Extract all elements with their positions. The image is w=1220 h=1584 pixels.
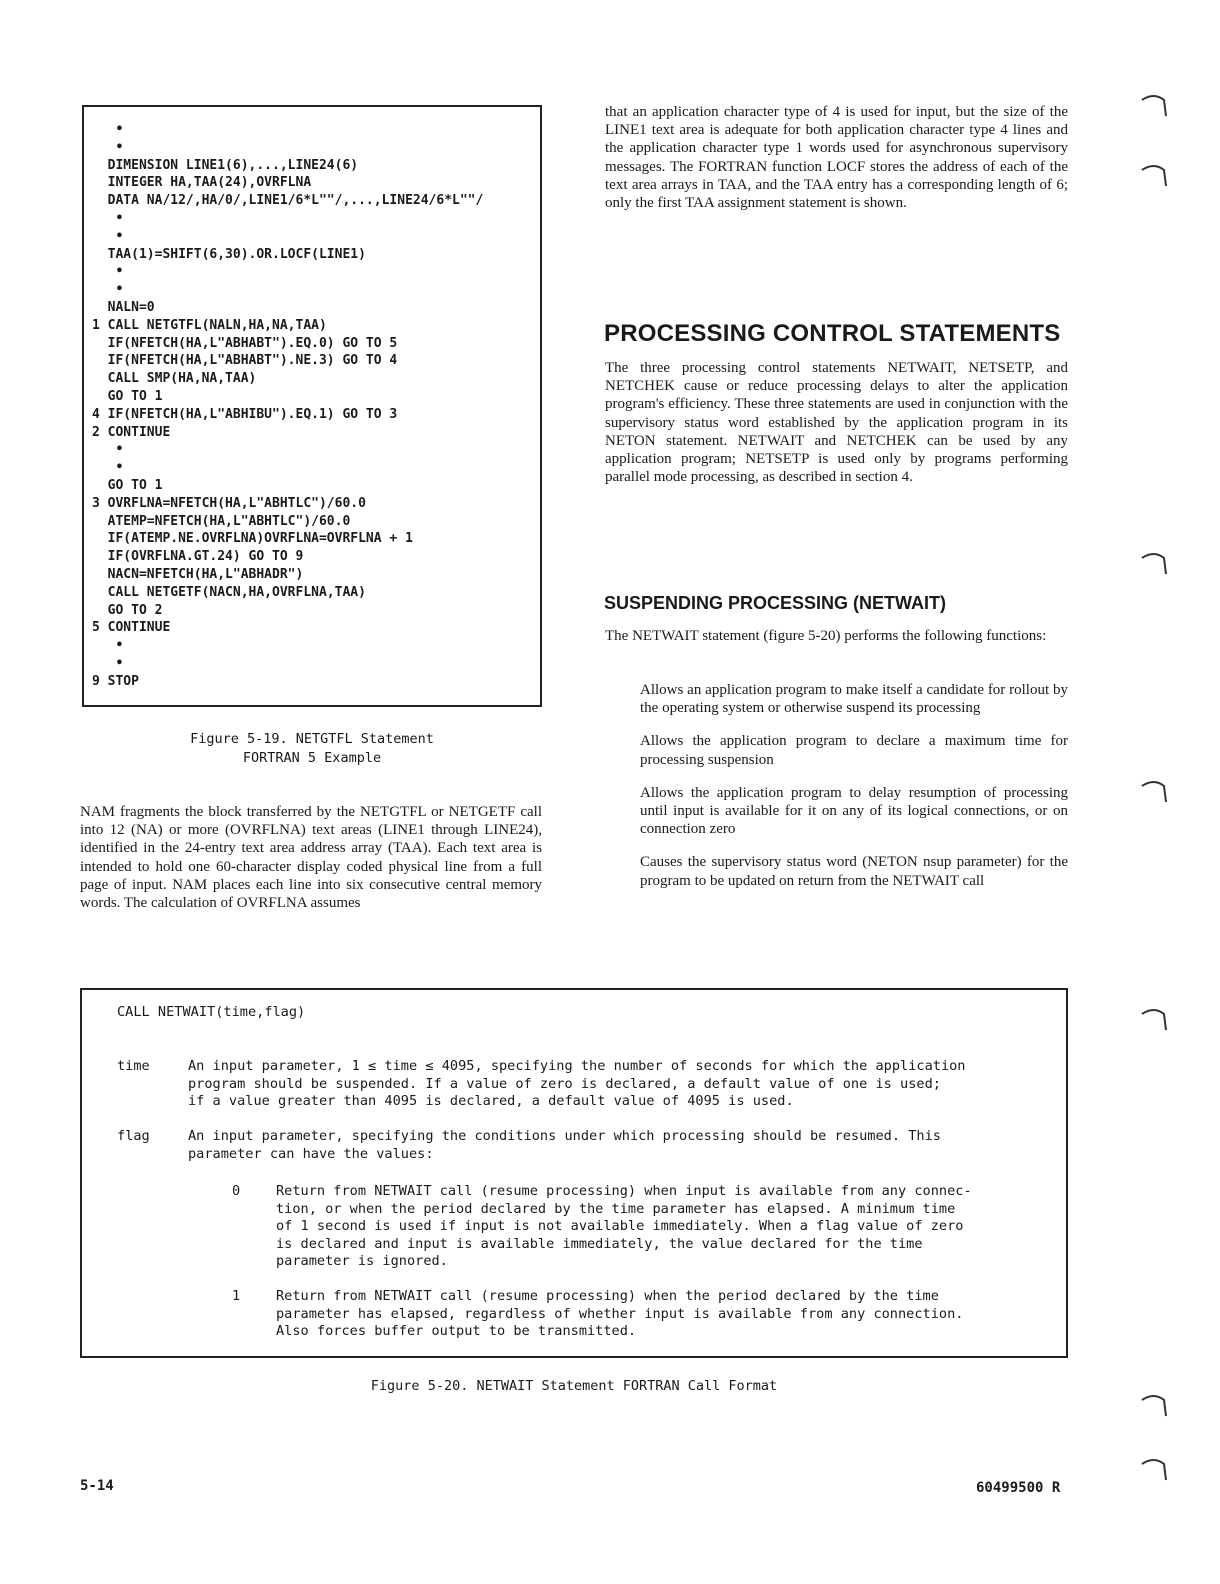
code-line: • bbox=[92, 655, 124, 671]
code-line: TAA(1)=SHIFT(6,30).OR.LOCF(LINE1) bbox=[92, 246, 366, 262]
param-name-flag: flag bbox=[117, 1128, 150, 1144]
value-desc-line: parameter is ignored. bbox=[276, 1253, 448, 1269]
caption-line-2: FORTRAN 5 Example bbox=[242, 750, 382, 766]
left-column-paragraph: NAM fragments the block transferred by the NETGTFL or NETGETF call into 12 (NA) or more (OVRFLNA) text areas (LINE1 through LINE24), identified in the 24-entry text area address array (TAA). Each text area is intended to hold one 60-character display coded physical line from a full page of input. NAM places each line into six consecutive central memory words. The calculation of OVRFLNA assumes bbox=[80, 804, 542, 912]
value-desc-line: Return from NETWAIT call (resume processing) when the period declared by the time bbox=[276, 1288, 939, 1304]
revision-mark-icon bbox=[1140, 162, 1170, 190]
param-desc-line: program should be suspended. If a value of zero is declared, a default value of one is used; bbox=[188, 1075, 941, 1092]
function-list-item: Allows the application program to declare a maximum time for processing suspension bbox=[640, 733, 1068, 768]
code-line: • bbox=[92, 638, 124, 654]
code-line: GO TO 1 bbox=[92, 477, 163, 493]
code-line: • bbox=[92, 210, 124, 226]
code-line: • bbox=[92, 139, 124, 155]
code-line: • bbox=[92, 460, 124, 476]
right-column-paragraph: that an application character type of 4 is used for input, but the size of the LINE1 text area is adequate for both application character type 4 lines and the application character type 1 words used for asynchronous supervisory messages. The FORTRAN function LOCF stores the address of each of the text area arrays in TAA, and the TAA entry has a corresponding length of 6; only the first TAA assignment statement is shown. bbox=[605, 104, 1068, 212]
code-line: CALL NETGETF(NACN,HA,OVRFLNA,TAA) bbox=[92, 584, 366, 600]
param-desc-flag bbox=[188, 1128, 1050, 1163]
code-line: • bbox=[92, 282, 124, 298]
section-heading: PROCESSING CONTROL STATEMENTS bbox=[604, 320, 1061, 347]
fortran-code-listing bbox=[92, 121, 483, 691]
param-desc-line: parameter can have the values: bbox=[188, 1145, 434, 1162]
function-list-item: Allows the application program to delay resumption of processing until input is available for it on any of its logical connections, or on connection zero bbox=[640, 784, 1068, 838]
param-desc-line: if a value greater than 4095 is declared, a default value of 4095 is used. bbox=[188, 1093, 794, 1109]
value-desc-line: is declared and input is available immediately, the value declared for the time bbox=[276, 1235, 923, 1252]
document-number: 60499500 R bbox=[976, 1480, 1061, 1496]
figure-5-20-caption: Figure 5-20. NETWAIT Statement FORTRAN Call Format bbox=[370, 1378, 778, 1394]
code-line: GO TO 2 bbox=[92, 602, 163, 618]
code-line: • bbox=[92, 264, 124, 280]
code-line: 3 OVRFLNA=NFETCH(HA,L"ABHTLC")/60.0 bbox=[92, 495, 366, 511]
value-desc-line: Also forces buffer output to be transmitted. bbox=[276, 1323, 637, 1339]
revision-mark-icon bbox=[1140, 1392, 1170, 1420]
code-line: 2 CONTINUE bbox=[92, 424, 171, 440]
function-list-item: Allows an application program to make itself a candidate for rollout by the operating system or otherwise suspend its processing bbox=[640, 682, 1068, 717]
call-format-box bbox=[80, 988, 1068, 1358]
code-line: 1 CALL NETGTFL(NALN,HA,NA,TAA) bbox=[92, 317, 327, 333]
code-line: • bbox=[92, 228, 124, 244]
value-desc-line: parameter has elapsed, regardless of whether input is available from any connection. bbox=[276, 1305, 964, 1322]
code-line: • bbox=[92, 442, 124, 458]
param-desc-time bbox=[188, 1058, 1050, 1111]
section-intro-paragraph: The three processing control statements NETWAIT, NETSETP, and NETCHEK cause or reduce processing delays to alter the application program's efficiency. These three statements are used in conjunction with the supervisory status word established by the application program in its NETON statement. NETWAIT and NETCHEK can be used by any application program; NETSETP is used only by programs performing parallel mode processing, as described in section 4. bbox=[605, 360, 1068, 486]
call-syntax: CALL NETWAIT(time,flag) bbox=[117, 1004, 306, 1020]
function-list-item: Causes the supervisory status word (NETON nsup parameter) for the program to be updated on return from the NETWAIT call bbox=[640, 854, 1068, 889]
code-line: 9 STOP bbox=[92, 673, 139, 689]
value-desc-line: tion, or when the period declared by the time parameter has elapsed. A minimum time bbox=[276, 1200, 956, 1217]
flag-value-0-desc bbox=[276, 1183, 1046, 1271]
code-line: INTEGER HA,TAA(24),OVRFLNA bbox=[92, 175, 312, 191]
code-example-box bbox=[82, 105, 542, 707]
code-line: IF(ATEMP.NE.OVRFLNA)OVRFLNA=OVRFLNA + 1 bbox=[92, 531, 413, 547]
figure-5-19-caption bbox=[82, 730, 542, 768]
param-name-time: time bbox=[117, 1058, 150, 1074]
code-line: DATA NA/12/,HA/0/,LINE1/6*L""/,...,LINE24/6*L""/ bbox=[92, 193, 484, 209]
param-desc-line: An input parameter, 1 ≤ time ≤ 4095, specifying the number of seconds for which the application bbox=[188, 1058, 966, 1074]
code-line: • bbox=[92, 122, 124, 137]
code-line: NACN=NFETCH(HA,L"ABHADR") bbox=[92, 566, 304, 582]
code-line: DIMENSION LINE1(6),...,LINE24(6) bbox=[92, 157, 359, 173]
code-line: 5 CONTINUE bbox=[92, 620, 171, 636]
code-line: CALL SMP(HA,NA,TAA) bbox=[92, 371, 257, 387]
revision-mark-icon bbox=[1140, 1456, 1170, 1484]
subsection-heading: SUSPENDING PROCESSING (NETWAIT) bbox=[604, 593, 947, 613]
code-line: IF(NFETCH(HA,L"ABHABT").NE.3) GO TO 4 bbox=[92, 353, 398, 369]
caption-line-1: Figure 5-19. NETGTFL Statement bbox=[190, 731, 434, 747]
code-line: ATEMP=NFETCH(HA,L"ABHTLC")/60.0 bbox=[92, 513, 351, 529]
flag-value-1-desc bbox=[276, 1288, 1046, 1341]
code-line: IF(NFETCH(HA,L"ABHABT").EQ.0) GO TO 5 bbox=[92, 335, 398, 351]
flag-value-1: 1 bbox=[232, 1288, 241, 1304]
code-line: NALN=0 bbox=[92, 299, 155, 315]
revision-mark-icon bbox=[1140, 550, 1170, 578]
code-line: IF(OVRFLNA.GT.24) GO TO 9 bbox=[92, 549, 304, 565]
flag-value-0: 0 bbox=[232, 1183, 241, 1199]
subsection-intro-paragraph: The NETWAIT statement (figure 5-20) performs the following functions: bbox=[605, 628, 1047, 644]
value-desc-line: of 1 second is used if input is not available immediately. When a flag value of zero bbox=[276, 1218, 964, 1234]
code-line: GO TO 1 bbox=[92, 388, 163, 404]
revision-mark-icon bbox=[1140, 1006, 1170, 1034]
page-number: 5-14 bbox=[80, 1478, 114, 1494]
revision-mark-icon bbox=[1140, 92, 1170, 120]
code-line: 4 IF(NFETCH(HA,L"ABHIBU").EQ.1) GO TO 3 bbox=[92, 406, 398, 422]
value-desc-line: Return from NETWAIT call (resume processing) when input is available from any connec- bbox=[276, 1183, 972, 1199]
revision-mark-icon bbox=[1140, 778, 1170, 806]
param-desc-line: An input parameter, specifying the conditions under which processing should be resumed. This bbox=[188, 1128, 941, 1144]
function-list bbox=[640, 681, 1068, 905]
